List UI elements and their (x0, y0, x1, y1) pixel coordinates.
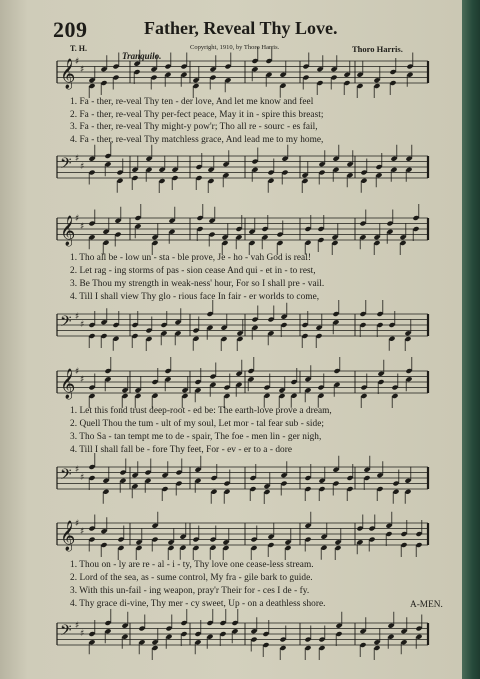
sharp-icon: ♯ (80, 162, 85, 172)
verse-line-1: 1. Tho all be - low un - sta - ble prove, Je - ho - vah God is real! (70, 253, 312, 263)
sharp-icon: ♯ (80, 527, 85, 537)
treble-staff-system-3 (0, 365, 462, 410)
verse-line-2: 2. Let rag - ing storms of pas - sion cease And qui - et in - to rest, (70, 266, 316, 276)
verse-line-4: 4. Till I shall view Thy glo - rious face In fair - er worlds to come, (70, 292, 320, 302)
hymn-title: Father, Reveal Thy Love. (144, 18, 338, 38)
bass-clef-icon: 𝄢 (60, 466, 72, 487)
treble-clef-icon: 𝄞 (60, 216, 76, 246)
verse-line-1: 1. Fa - ther, re-veal Thy ten - der love, And let me know and feel (70, 97, 314, 107)
bass-clef-icon: 𝄢 (60, 313, 72, 334)
hymn-number: 209 (53, 17, 88, 42)
verse-line-1: 1. Thou on - ly are re - al - i - ty, Thy love one cease-less stream. (70, 560, 314, 570)
sharp-icon: ♯ (75, 57, 80, 67)
bass-staff-system-2 (0, 308, 462, 353)
bass-staff-system-4 (0, 617, 462, 662)
hymn-meter: T. H. (70, 44, 87, 53)
copyright-notice: Copyright, 1910, by Thoro Harris. (190, 44, 280, 51)
verse-line-3: 3. Be Thou my strength in weak-ness' hour, For so I shall pre - vail. (70, 279, 325, 289)
treble-clef-icon: 𝄞 (60, 521, 76, 551)
sharp-icon: ♯ (80, 65, 85, 75)
bass-clef-icon: 𝄢 (60, 622, 72, 643)
sharp-icon: ♯ (75, 154, 80, 164)
treble-staff-system-1 (0, 55, 462, 100)
sharp-icon: ♯ (75, 519, 80, 529)
treble-staff-system-2 (0, 212, 462, 257)
bass-staff-system-1 (0, 150, 462, 195)
verse-line-4: 4. Till I shall fall be - fore Thy feet, For - ev - er to a - dore (70, 445, 293, 455)
verse-line-2: 2. Lord of the sea, as - sume control, My fra - gile bark to guide. (70, 573, 313, 583)
verse-line-2: 2. Quell Thou the tum - ult of my soul, Let mor - tal fear sub - side; (70, 419, 325, 429)
book-spine (462, 0, 480, 679)
verse-line-1: 1. Let this fond trust deep-root - ed be: The earth-love prove a dream, (70, 406, 332, 416)
sharp-icon: ♯ (80, 473, 85, 483)
sharp-icon: ♯ (75, 367, 80, 377)
sharp-icon: ♯ (75, 312, 80, 322)
bass-clef-icon: 𝄢 (60, 155, 72, 176)
sharp-icon: ♯ (80, 320, 85, 330)
treble-clef-icon: 𝄞 (60, 369, 76, 399)
treble-staff-system-4 (0, 517, 462, 562)
verse-line-3: 3. Fa - ther, re-veal Thy might-y pow'r; Tho all re - sourc - es fail, (70, 122, 318, 132)
verse-line-3: 3. With this un-fail - ing weapon, pray'r Their for - ces I de - fy. (70, 586, 310, 596)
sharp-icon: ♯ (75, 214, 80, 224)
verse-line-4: 4. Thy grace di-vine, Thy mer - cy sweet, Up - on a deathless shore. (70, 599, 326, 609)
sharp-icon: ♯ (75, 465, 80, 475)
sharp-icon: ♯ (80, 222, 85, 232)
treble-clef-icon: 𝄞 (60, 59, 76, 89)
sharp-icon: ♯ (80, 629, 85, 639)
bass-staff-system-3 (0, 461, 462, 506)
verse-line-3: 3. Tho Sa - tan tempt me to de - spair, The foe - men lin - ger nigh, (70, 432, 322, 442)
sharp-icon: ♯ (80, 375, 85, 385)
tempo-marking: Tranquilo. (122, 51, 162, 61)
verse-line-2: 2. Fa - ther, re-veal Thy per-fect peace, May it in - spire this breast; (70, 110, 324, 120)
composer-credit: Thoro Harris. (352, 44, 403, 54)
verse-line-4: 4. Fa - ther, re-veal Thy matchless grace, And lead me to my home, (70, 135, 324, 145)
sharp-icon: ♯ (75, 621, 80, 631)
amen-text: A-MEN. (410, 600, 443, 610)
